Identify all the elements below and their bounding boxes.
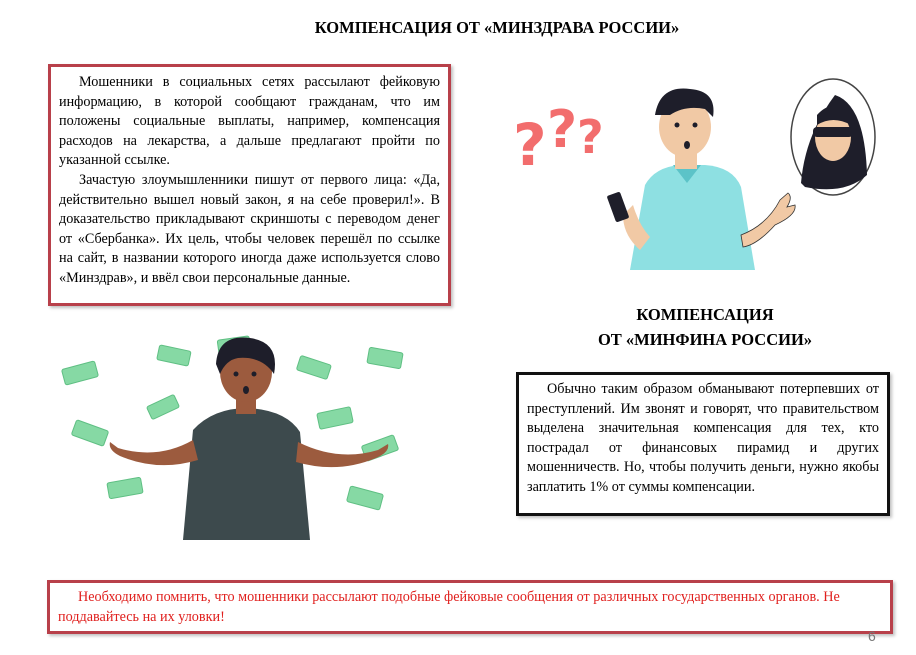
woman-figure-icon [110, 338, 389, 540]
title-minfin-line-1: КОМПЕНСАЦИЯ [636, 305, 774, 324]
question-marks-icon [513, 100, 604, 179]
minzdrav-paragraph-2: Зачастую злоумышленники пишут от первого лица: «Да, действительно вышел новый закон, я на себе проверил!». В доказательство прикладывают скриншоты с переводом денег от «Сбербанка». Их цель, чтобы человек перешёл по ссылке на сайт, в названии которого иногда даже используется слово «Минздрав», и ввёл свои персональные данные. [59, 171, 440, 286]
minzdrav-paragraph-1: Мошенники в социальных сетях рассылают фейковую информацию, в которой сообщают гражданам, что им положены социальные выплаты, например, компенсация расходов на лекарства, а дальше предлагают пройти по указанной ссылке. [59, 74, 440, 169]
man-figure-icon [607, 89, 796, 270]
scammer-avatar-icon [791, 79, 875, 195]
title-minfin [560, 302, 850, 352]
man-with-phone-illustration [505, 75, 885, 290]
title-minfin-line-2: ОТ «МИНФИНА РОССИИ» [597, 330, 813, 349]
title-minzdrav: КОМПЕНСАЦИЯ ОТ «МИНЗДРАВА РОССИИ» [314, 18, 680, 37]
woman-with-money-illustration [48, 330, 428, 540]
warning-text: Необходимо помнить, что мошенники рассылают подобные фейковые сообщения от различных государственных органов. Не поддавайтесь на их уловки! [58, 589, 840, 625]
minfin-text-box [516, 372, 890, 516]
svg-text:?: ? [513, 111, 547, 179]
svg-text:?: ? [547, 100, 578, 160]
page-number: 6 [868, 628, 876, 644]
minfin-paragraph-1: Обычно таким образом обманывают потерпевших от преступлений. Им звонят и говорят, что правительством выделена значительная компенсация для тех, кто пострадал от финансовых пирамид и других мошенничеств. Но, чтобы получить деньги, нужно якобы заплатить 1% от суммы компенсации. [527, 381, 879, 495]
svg-text:?: ? [577, 110, 604, 164]
warning-box [47, 580, 893, 634]
minzdrav-text-box [48, 64, 451, 306]
